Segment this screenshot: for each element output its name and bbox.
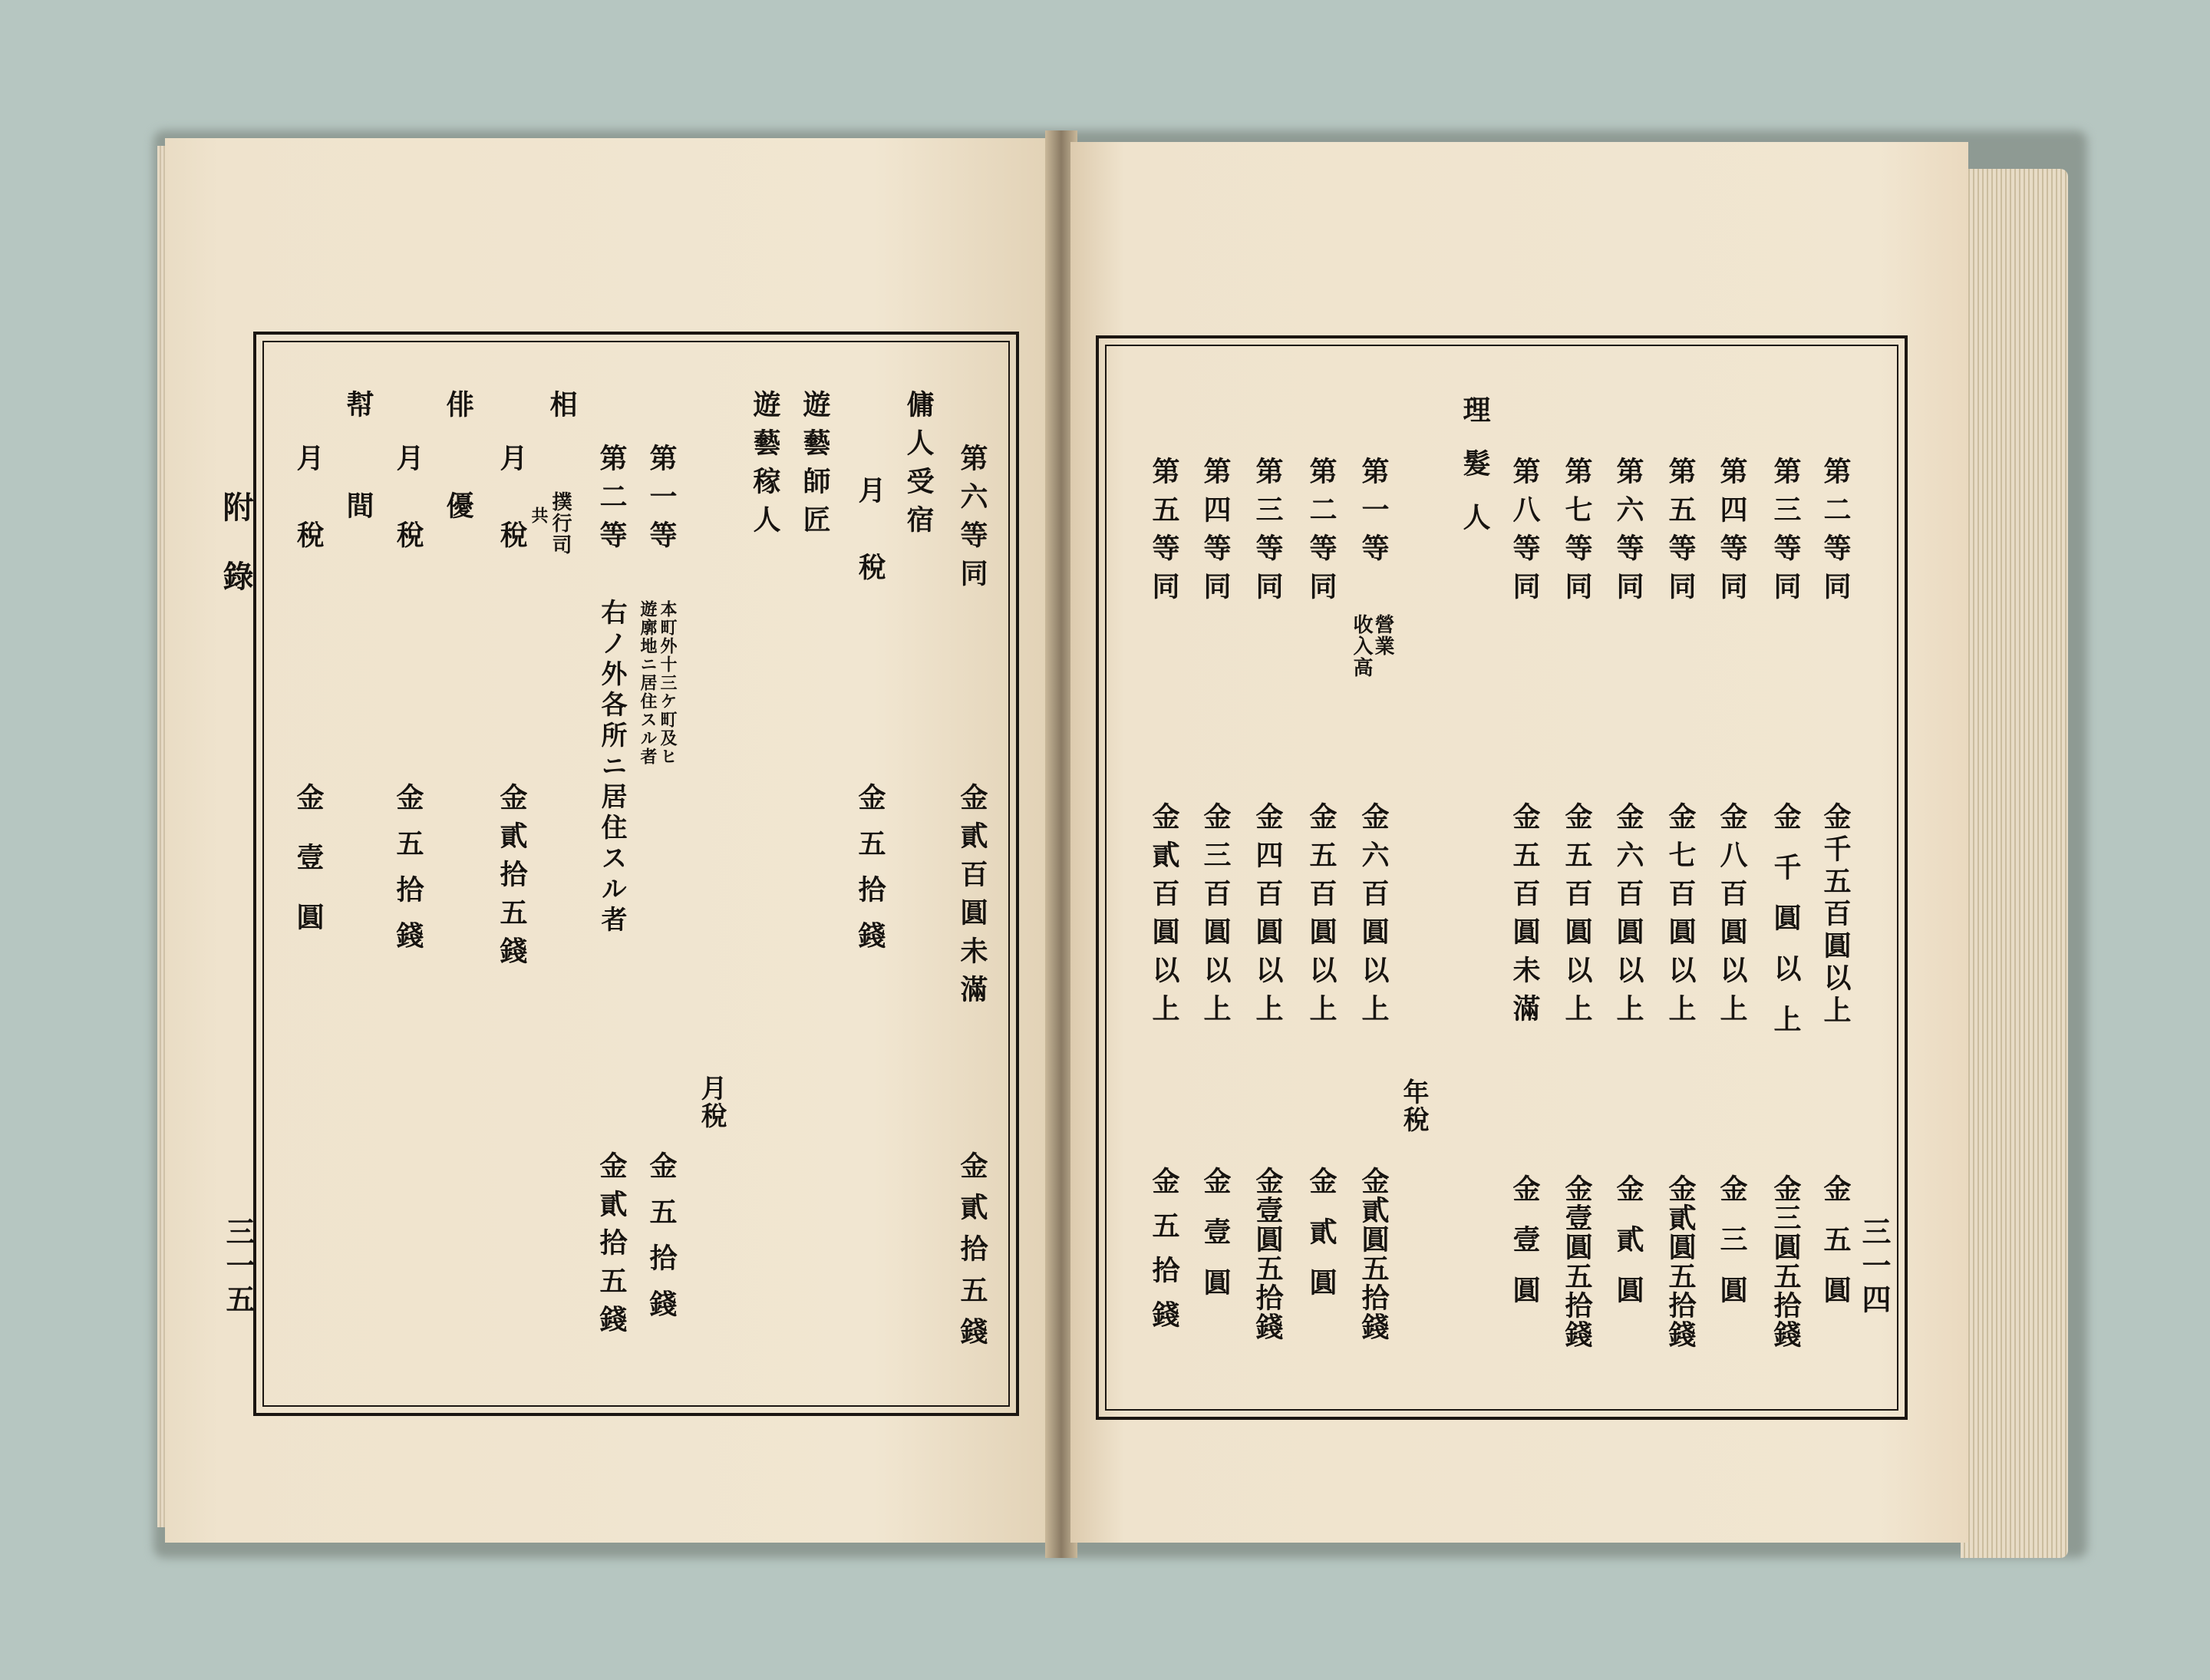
right-col-6: 第七等同 — [1561, 457, 1593, 610]
left-low-1: 金貳拾五錢 — [956, 1151, 988, 1358]
running-head: 附錄 — [218, 491, 254, 629]
left-col-2b: 月 稅 — [854, 476, 886, 591]
left-col-7: 相 — [546, 390, 578, 428]
right-annual-label: 年稅 — [1398, 1078, 1429, 1134]
right-low-5: 金貳圓 — [1612, 1174, 1644, 1326]
right-col-1: 第二等同 — [1819, 457, 1852, 610]
left-low-5: 金五拾錢 — [645, 1151, 678, 1335]
right-amount-3: 金八百圓以上 — [1716, 802, 1748, 1032]
page-number-left: 三一五 — [221, 1216, 256, 1318]
left-col-8b: 優 — [442, 491, 474, 530]
left-col-5: 第一等 — [645, 444, 678, 559]
left-col-8c: 月 稅 — [392, 444, 424, 559]
left-amount-1: 金貳百圓未滿 — [956, 783, 988, 1013]
right-amount-9: 金六百圓以上 — [1357, 802, 1390, 1032]
right-low-4: 金貳圓五拾錢 — [1664, 1174, 1697, 1349]
right-low-10: 金貳圓 — [1305, 1167, 1338, 1319]
right-low-7: 金壹圓 — [1509, 1174, 1541, 1326]
right-low-2: 金三圓五拾錢 — [1770, 1174, 1802, 1349]
right-amount-10: 金五百圓以上 — [1305, 802, 1338, 1032]
right-amount-6: 金五百圓以上 — [1561, 802, 1593, 1032]
right-page-stack — [1961, 169, 2068, 1558]
right-amount-11: 金四百圓以上 — [1252, 802, 1284, 1032]
right-low-13: 金五拾錢 — [1148, 1167, 1180, 1345]
right-amount-12: 金三百圓以上 — [1199, 802, 1232, 1032]
right-col-2: 第三等同 — [1770, 457, 1802, 610]
left-col-4: 遊藝稼人 — [749, 390, 781, 543]
left-amount-3: 金五拾錢 — [854, 783, 886, 967]
left-col-9: 幇 — [342, 390, 374, 428]
right-col-8c: 人 — [1459, 503, 1491, 541]
page-number-right: 三一四 — [1857, 1216, 1892, 1318]
right-amount-4: 金七百圓以上 — [1664, 802, 1697, 1032]
right-col-3: 第四等同 — [1716, 457, 1748, 610]
left-col-7-note1: 撲行司 — [549, 491, 572, 556]
right-col-9-note1: 營業 — [1371, 614, 1394, 657]
left-col-3: 遊藝師匠 — [799, 390, 831, 543]
right-low-1: 金五圓 — [1819, 1174, 1852, 1326]
right-low-12: 金壹圓 — [1199, 1167, 1232, 1319]
right-low-6: 金壹圓五拾錢 — [1561, 1174, 1593, 1349]
right-col-12: 第四等同 — [1199, 457, 1232, 610]
right-amount-5: 金六百圓以上 — [1612, 802, 1644, 1032]
right-col-9: 第一等 — [1357, 457, 1390, 572]
right-amount-1: 金千五百圓以上 — [1819, 802, 1852, 1028]
left-monthly-label: 月稅 — [696, 1074, 727, 1130]
right-col-5: 第六等同 — [1612, 457, 1644, 610]
left-amount-7: 金貳拾五錢 — [496, 783, 528, 975]
left-col-2: 傭人受宿 — [902, 390, 935, 543]
left-col-5-note1: 本町外十三ケ町及ヒ — [658, 600, 678, 766]
left-amount-8: 金五拾錢 — [392, 783, 424, 967]
right-amount-13: 金貳百圓以上 — [1148, 802, 1180, 1032]
left-col-5-note2: 遊廓地ニ居住スル者 — [638, 600, 658, 766]
left-amount-9: 金壹圓 — [292, 783, 325, 962]
right-low-9: 金貳圓五拾錢 — [1357, 1167, 1390, 1342]
right-col-8a: 理 — [1459, 395, 1491, 434]
right-amount-7: 金五百圓未滿 — [1509, 802, 1541, 1032]
right-low-3: 金三圓 — [1716, 1174, 1748, 1326]
right-col-10: 第二等同 — [1305, 457, 1338, 610]
right-low-11: 金壹圓五拾錢 — [1252, 1167, 1284, 1342]
right-col-9-note2: 收入高 — [1350, 614, 1373, 678]
left-low-6: 金貳拾五錢 — [595, 1151, 628, 1343]
right-col-4: 第五等同 — [1664, 457, 1697, 610]
left-col-1: 第六等同 — [956, 444, 988, 597]
left-col-6: 第二等 — [595, 444, 628, 559]
right-col-7: 第八等同 — [1509, 457, 1541, 610]
right-col-11: 第三等同 — [1252, 457, 1284, 610]
left-col-8: 俳 — [442, 390, 474, 428]
right-col-13: 第五等同 — [1148, 457, 1180, 610]
right-col-8b: 髮 — [1459, 449, 1491, 487]
left-col-9b: 間 — [342, 491, 374, 530]
left-col-7b: 月 稅 — [496, 444, 528, 559]
right-amount-2: 金千圓以上 — [1770, 802, 1802, 1055]
left-col-7-note2: 共 — [529, 507, 549, 525]
left-col-6-note: 右ノ外各所ニ居住スル者 — [596, 599, 627, 936]
left-col-9c: 月 稅 — [292, 444, 325, 559]
